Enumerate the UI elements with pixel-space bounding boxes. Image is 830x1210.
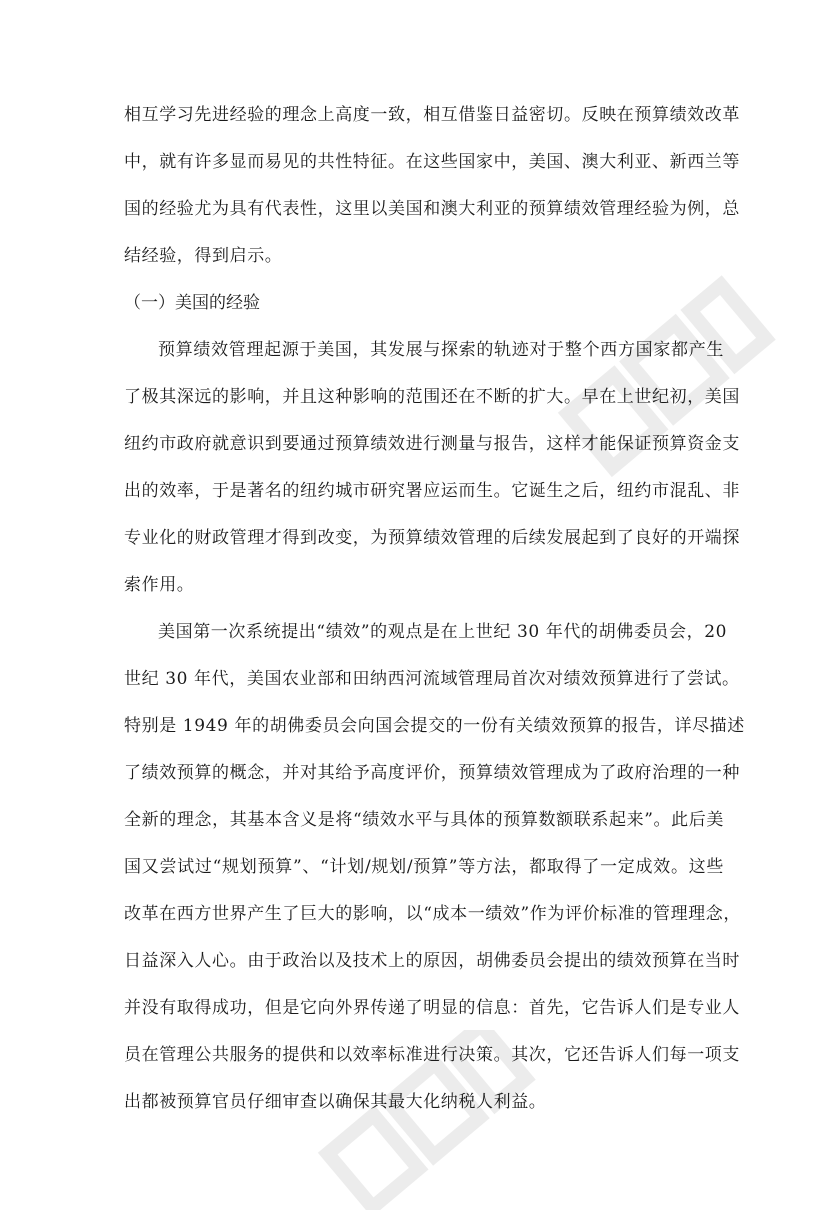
text-line: 日益深入人心。由于政治以及技术上的原因，胡佛委员会提出的绩效预算在当时 (124, 951, 740, 971)
text-line: 世纪 30 年代，美国农业部和田纳西河流域管理局首次对绩效预算进行了尝试。 (124, 669, 740, 689)
paragraph-1 (124, 327, 740, 609)
text-line: 国又尝试过“规划预算”、“计划/规划/预算”等方法，都取得了一定成效。这些 (124, 857, 724, 877)
text-line: 出的效率，于是著名的纽约城市研究署应运而生。它诞生之后，纽约市混乱、非 (124, 481, 740, 501)
text-line: 相互学习先进经验的理念上高度一致，相互借鉴日益密切。反映在预算绩效改革 (124, 105, 740, 125)
text-line: 美国第一次系统提出“绩效”的观点是在上世纪 30 年代的胡佛委员会，20 (158, 622, 728, 642)
text-line: 并没有取得成功，但是它向外界传递了明显的信息：首先，它告诉人们是专业人 (124, 998, 740, 1018)
text-line: 特别是 1949 年的胡佛委员会向国会提交的一份有关绩效预算的报告，详尽描述 (124, 716, 745, 736)
text-line: 出都被预算官员仔细审查以确保其最大化纳税人利益。 (124, 1092, 547, 1112)
section-heading: （一）美国的经验 (124, 293, 260, 313)
text-line: 预算绩效管理起源于美国，其发展与探索的轨迹对于整个西方国家都产生 (158, 340, 724, 360)
text-line: 国的经验尤为具有代表性，这里以美国和澳大利亚的预算绩效管理经验为例，总 (124, 199, 740, 219)
paragraph-intro (124, 92, 740, 280)
text-line: 中，就有许多显而易见的共性特征。在这些国家中，美国、澳大利亚、新西兰等 (124, 152, 740, 172)
text-line: 纽约市政府就意识到要通过预算绩效进行测量与报告，这样才能保证预算资金支 (124, 434, 740, 454)
text-line: 索作用。 (124, 575, 195, 595)
text-line: 了极其深远的影响，并且这种影响的范围还在不断的扩大。早在上世纪初，美国 (124, 387, 740, 407)
text-line: 专业化的财政管理才得到改变，为预算绩效管理的后续发展起到了良好的开端探 (124, 528, 740, 548)
text-line: 改革在西方世界产生了巨大的影响，以“成本一绩效”作为评价标准的管理理念， (124, 904, 741, 924)
document-body (124, 92, 745, 1126)
paragraph-2 (124, 609, 745, 1126)
text-line: 结经验，得到启示。 (124, 246, 283, 266)
text-line: 了绩效预算的概念，并对其给予高度评价，预算绩效管理成为了政府治理的一种 (124, 763, 740, 783)
text-line: 员在管理公共服务的提供和以效率标准进行决策。其次，它还告诉人们每一项支 (124, 1045, 740, 1065)
text-line: 全新的理念，其基本含义是将“绩效水平与具体的预算数额联系起来”。此后美 (124, 810, 724, 830)
